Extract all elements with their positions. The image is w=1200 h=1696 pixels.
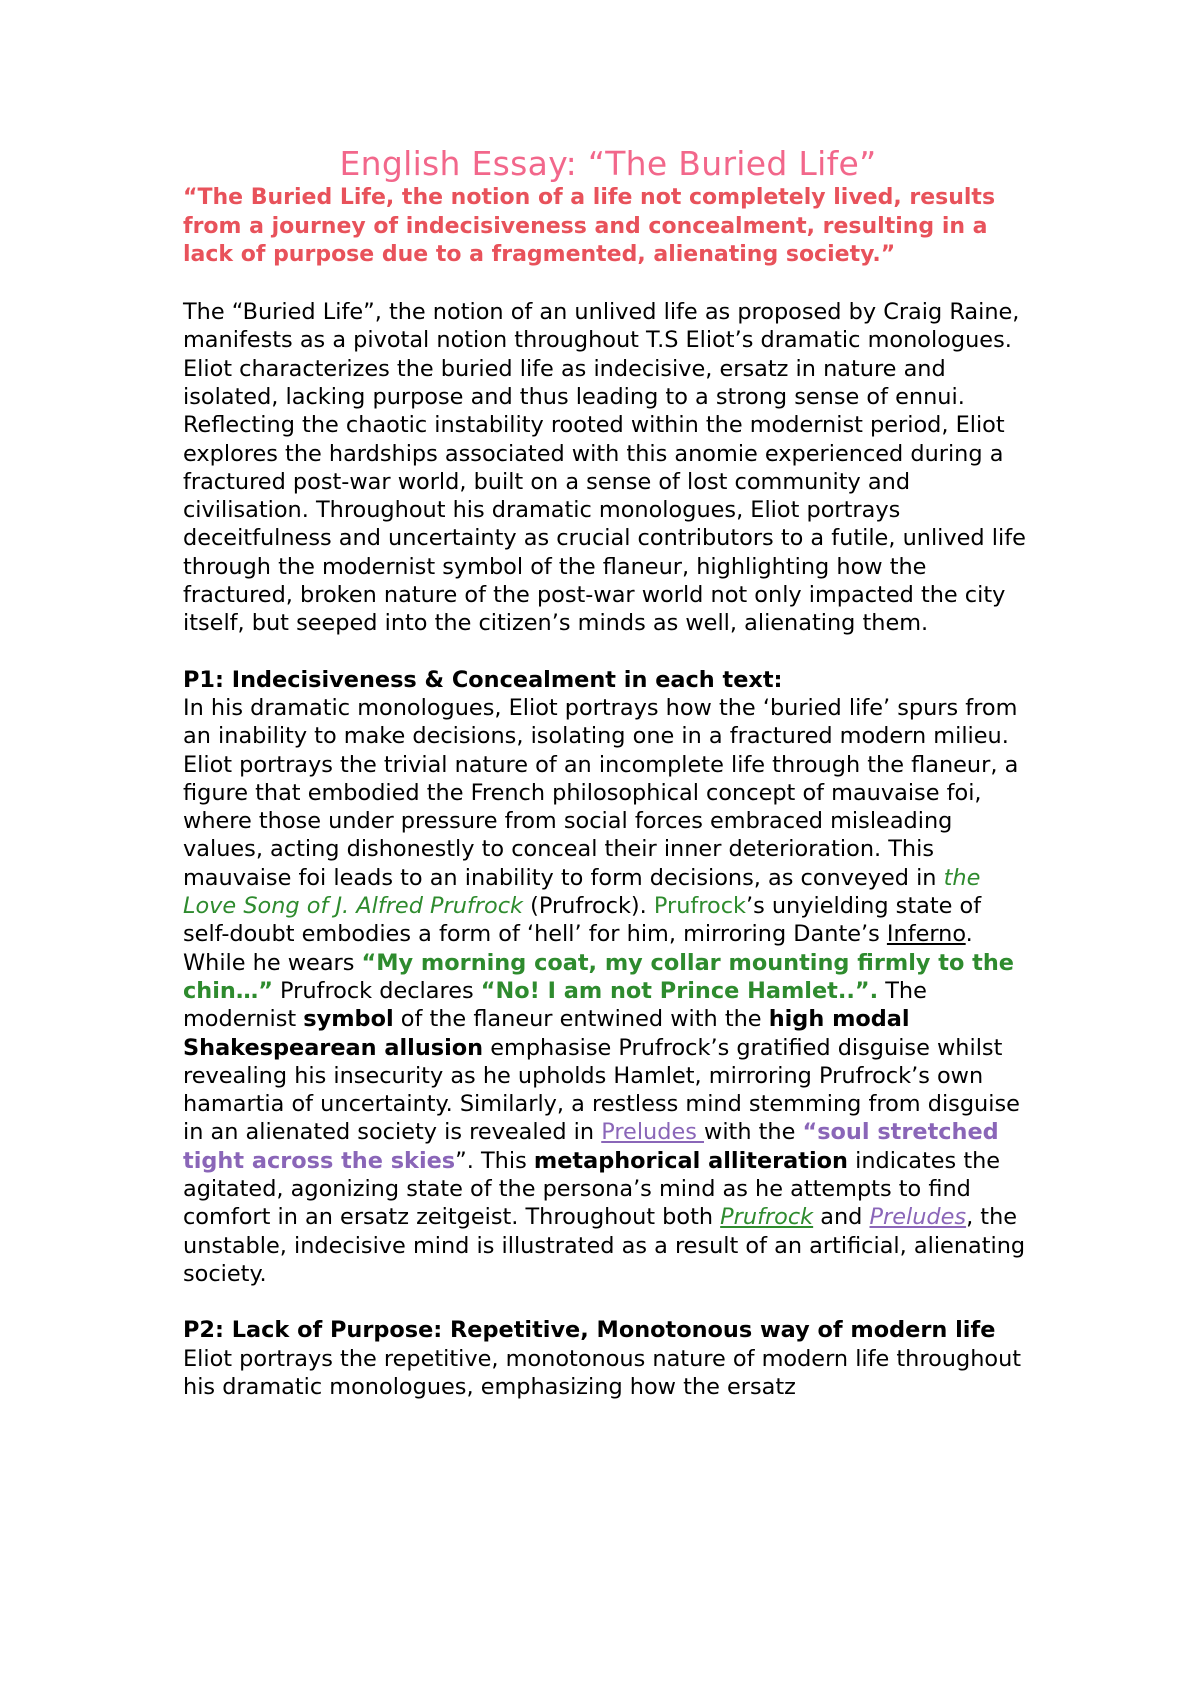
preludes-title: Preludes [601, 1119, 704, 1146]
intro-paragraph: The “Buried Life”, the notion of an unlived life as proposed by Craig Raine, manifests as a pivotal notion throughout T.S Eliot’s dramatic monologues. Eliot characterizes the buried life as indecisive, ersatz in nature and isolated, lacking purpose and thus leading to a strong sense of ennui. Reflecting the chaotic instability rooted within the modernist period, Eliot explores the hardships associated with this anomie experienced during a fractured post-war world, built on a sense of lost community and civilisation. Throughout his dramatic monologues, Eliot portrays deceitfulness and uncertainty as crucial contributors to a futile, unlived life through the modernist symbol of the flaneur, highlighting how the fractured, broken nature of the post-war world not only impacted the city itself, but seeped into the citizen’s minds as well, alienating them. [183, 299, 1026, 637]
p1-text: of the flaneur entwined with the [393, 1006, 769, 1033]
preludes-title-italic: Preludes [869, 1204, 967, 1231]
quote-soul-stretched: “soul stretched tight across the skies [183, 1119, 999, 1174]
love-song-title: the Love Song of J. Alfred Prufrock [183, 864, 981, 920]
p1-text: (Prufrock). [522, 893, 654, 920]
p1-text: ”. This [455, 1147, 534, 1174]
quote-morning-coat: “My morning coat, my collar mounting firmly to the chin…” [183, 949, 1014, 1004]
p1-text: emphasise Prufrock’s gratified disguise whilst revealing his insecurity as he upholds Hamlet, mirroring Prufrock’s own hamartia of uncertainty. Similarly, a restless mind stemming from disguise in an alienated society is revealed in [183, 1034, 1020, 1146]
p1-text: with the [704, 1119, 803, 1146]
p1-text: The modernist [183, 977, 927, 1033]
paragraph-gap [183, 1288, 1033, 1316]
p1-text: . While he wears [183, 921, 973, 976]
alliteration-term: metaphorical alliteration [533, 1147, 848, 1174]
paragraph-gap [183, 270, 1033, 298]
symbol-term: symbol [303, 1006, 394, 1033]
document-page [183, 142, 1033, 1401]
p2-text: Eliot portrays the repetitive, monotonous nature of modern life throughout his dramatic monologues, emphasizing how the ersatz [183, 1345, 1022, 1400]
p1-paragraph [183, 666, 1033, 1289]
allusion-term: high modal Shakespearean allusion [183, 1006, 910, 1061]
thesis-statement: “The Buried Life, the notion of a life not completely lived, results from a journey of indecisiveness and concealment, resulting in a lack of purpose due to a fragmented, alienating society.” [183, 185, 996, 268]
p1-text: Prufrock declares [272, 977, 481, 1004]
p1-text: ’s unyielding state of self-doubt embodies a form of ‘hell’ for him, mirroring Dante’s [183, 893, 982, 948]
p2-paragraph [183, 1316, 1033, 1401]
p2-heading: P2: Lack of Purpose: Repetitive, Monotonous way of modern life [183, 1317, 996, 1344]
prufrock-name: Prufrock [653, 893, 746, 920]
p1-text: and [813, 1204, 870, 1231]
inferno-title: Inferno [886, 921, 966, 948]
p1-text: indicates the agitated, agonizing state of the persona’s mind as he attempts to find comfort in an ersatz zeitgeist. Throughout both [183, 1147, 1001, 1231]
p1-text: , the unstable, indecisive mind is illustrated as a result of an artificial, alienating society. [183, 1204, 1026, 1287]
essay-title: English Essay: “The Buried Life” [339, 144, 877, 183]
p1-heading: P1: Indecisiveness & Concealment in each text: [183, 666, 783, 693]
paragraph-gap [183, 638, 1033, 666]
prufrock-title: Prufrock [720, 1204, 814, 1231]
p1-text: In his dramatic monologues, Eliot portrays how the ‘buried life’ spurs from an inability to make decisions, isolating one in a fractured modern milieu. Eliot portrays the trivial nature of an incomplete life through the flaneur, a figure that embodied the French philosophical concept of mauvaise foi, where those under pressure from social forces embraced misleading values, acting dishonestly to conceal their inner deterioration. This mauvaise foi leads to an inability to form decisions, as conveyed in [183, 694, 1019, 891]
quote-prince-hamlet: “No! I am not Prince Hamlet..”. [480, 977, 879, 1004]
